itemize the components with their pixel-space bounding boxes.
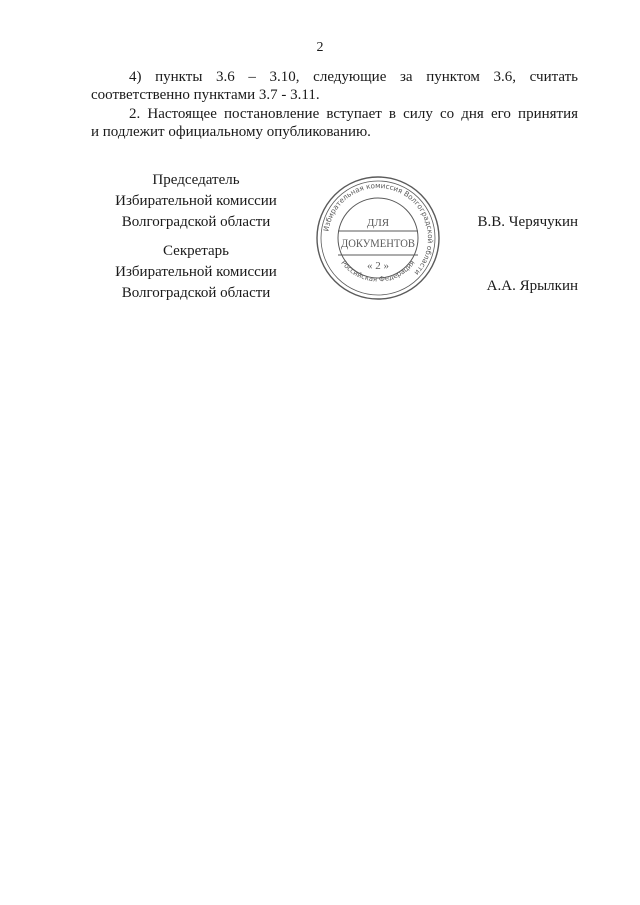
chair-title-line: Волгоградской области — [121, 214, 271, 230]
chair-title-block — [100, 170, 292, 233]
stamp-center-number: « 2 » — [367, 260, 389, 272]
stamp-center-line: ДЛЯ — [366, 217, 390, 229]
page-number: 2 — [316, 40, 324, 55]
stamp-ring-text: Избирательная комиссия Волгоградской области — [321, 180, 436, 278]
secretary-title-line: Избирательной комиссии — [115, 264, 277, 280]
secretary-title-line: Секретарь — [162, 243, 230, 259]
chair-title-line: Председатель — [152, 172, 240, 188]
secretary-title-line: Волгоградской области — [121, 285, 271, 301]
paragraph-item-4 — [91, 68, 578, 104]
paragraph-line: 2. Настоящее постановление вступает в силу со дня его принятия — [129, 106, 578, 122]
paragraph-line: и подлежит официальному опубликованию. — [91, 124, 371, 140]
official-seal-stamp — [313, 173, 443, 303]
stamp-center-line: ДОКУМЕНТОВ — [341, 236, 415, 250]
stamp-bottom-text: Российская Федерация — [339, 258, 417, 284]
paragraph-line: соответственно пунктами 3.7 - 3.11. — [91, 87, 320, 103]
paragraph-line: 4) пункты 3.6 – 3.10, следующие за пунктом 3.6, считать — [129, 69, 578, 85]
chair-name: В.В. Черячукин — [477, 214, 578, 230]
secretary-title-block — [100, 241, 292, 304]
paragraph-clause-2 — [91, 105, 578, 141]
secretary-name: А.А. Ярылкин — [486, 278, 578, 294]
chair-title-line: Избирательной комиссии — [115, 193, 277, 209]
